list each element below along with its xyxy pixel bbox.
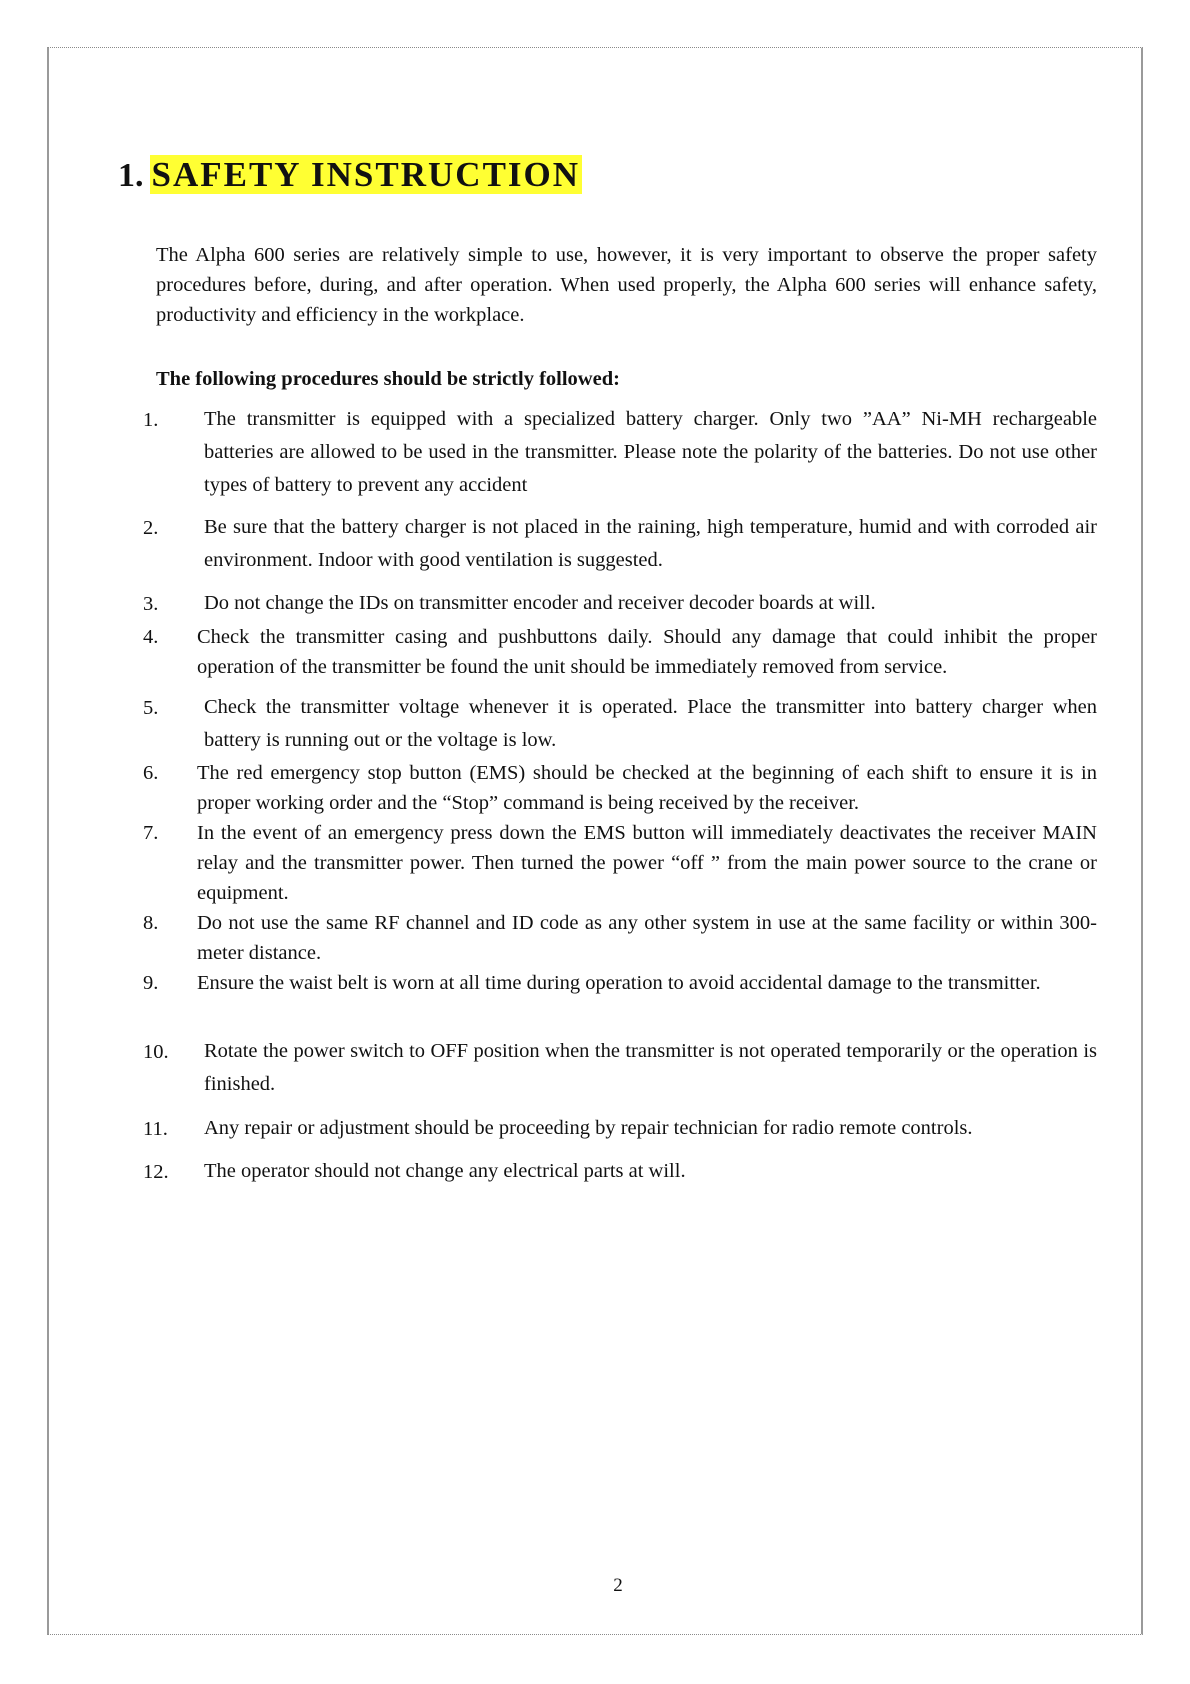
- list-item-number: 12.: [143, 1161, 169, 1183]
- intro-paragraph: The Alpha 600 series are relatively simple to use, however, it is very important to observe the proper safety procedures before, during, and after operation. When used properly, the Alpha 600 series will enhance safety, productivity and efficiency in the workplace.: [156, 244, 1097, 326]
- list-item-number: 11.: [143, 1118, 168, 1140]
- list-item-text: Be sure that the battery charger is not placed in the raining, high temperature, humid and with corroded air environment. Indoor with good ventilation is suggested.: [204, 516, 1097, 571]
- list-item-number: 1.: [143, 409, 159, 431]
- section-heading: [118, 152, 582, 199]
- page-number: 2: [613, 1575, 623, 1596]
- list-item-text: The red emergency stop button (EMS) should be checked at the beginning of each shift to ensure it is in proper working order and the “Stop” command is being received by the receiver.: [197, 762, 1097, 814]
- section-title: SAFETY INSTRUCTION: [151, 155, 581, 194]
- list-item-number: 9.: [143, 972, 159, 994]
- list-item-text: The operator should not change any electrical parts at will.: [204, 1160, 686, 1182]
- list-item-number: 7.: [143, 822, 159, 844]
- list-item-text: In the event of an emergency press down the EMS button will immediately deactivates the receiver MAIN relay and the transmitter power. Then turned the power “off ” from the main power source to the crane or equipment.: [197, 822, 1097, 904]
- list-item-text: Any repair or adjustment should be proceeding by repair technician for radio remote controls.: [204, 1117, 973, 1139]
- list-item-text: The transmitter is equipped with a specialized battery charger. Only two ”AA” Ni-MH rechargeable batteries are allowed to be used in the transmitter. Please note the polarity of the batteries. Do not use other types of battery to prevent any accident: [204, 408, 1097, 496]
- list-item-number: 4.: [143, 626, 159, 648]
- list-item-number: 6.: [143, 762, 159, 784]
- list-item-number: 10.: [143, 1041, 169, 1063]
- list-item-number: 2.: [143, 517, 159, 539]
- list-item-number: 3.: [143, 593, 159, 615]
- section-number: 1.: [118, 157, 144, 194]
- procedures-lead: The following procedures should be strictly followed:: [156, 368, 620, 390]
- list-item-text: Check the transmitter voltage whenever it is operated. Place the transmitter into battery charger when battery is running out or the voltage is low.: [204, 696, 1097, 751]
- list-item-text: Ensure the waist belt is worn at all time during operation to avoid accidental damage to the transmitter.: [197, 972, 1041, 994]
- list-item-text: Rotate the power switch to OFF position when the transmitter is not operated temporarily or the operation is finished.: [204, 1040, 1097, 1095]
- list-item-number: 5.: [143, 697, 159, 719]
- list-item-text: Do not use the same RF channel and ID code as any other system in use at the same facility or within 300-meter distance.: [197, 912, 1097, 964]
- list-item-number: 8.: [143, 912, 159, 934]
- list-item-text: Check the transmitter casing and pushbuttons daily. Should any damage that could inhibit the proper operation of the transmitter be found the unit should be immediately removed from service.: [197, 626, 1097, 678]
- list-item-text: Do not change the IDs on transmitter encoder and receiver decoder boards at will.: [204, 592, 876, 614]
